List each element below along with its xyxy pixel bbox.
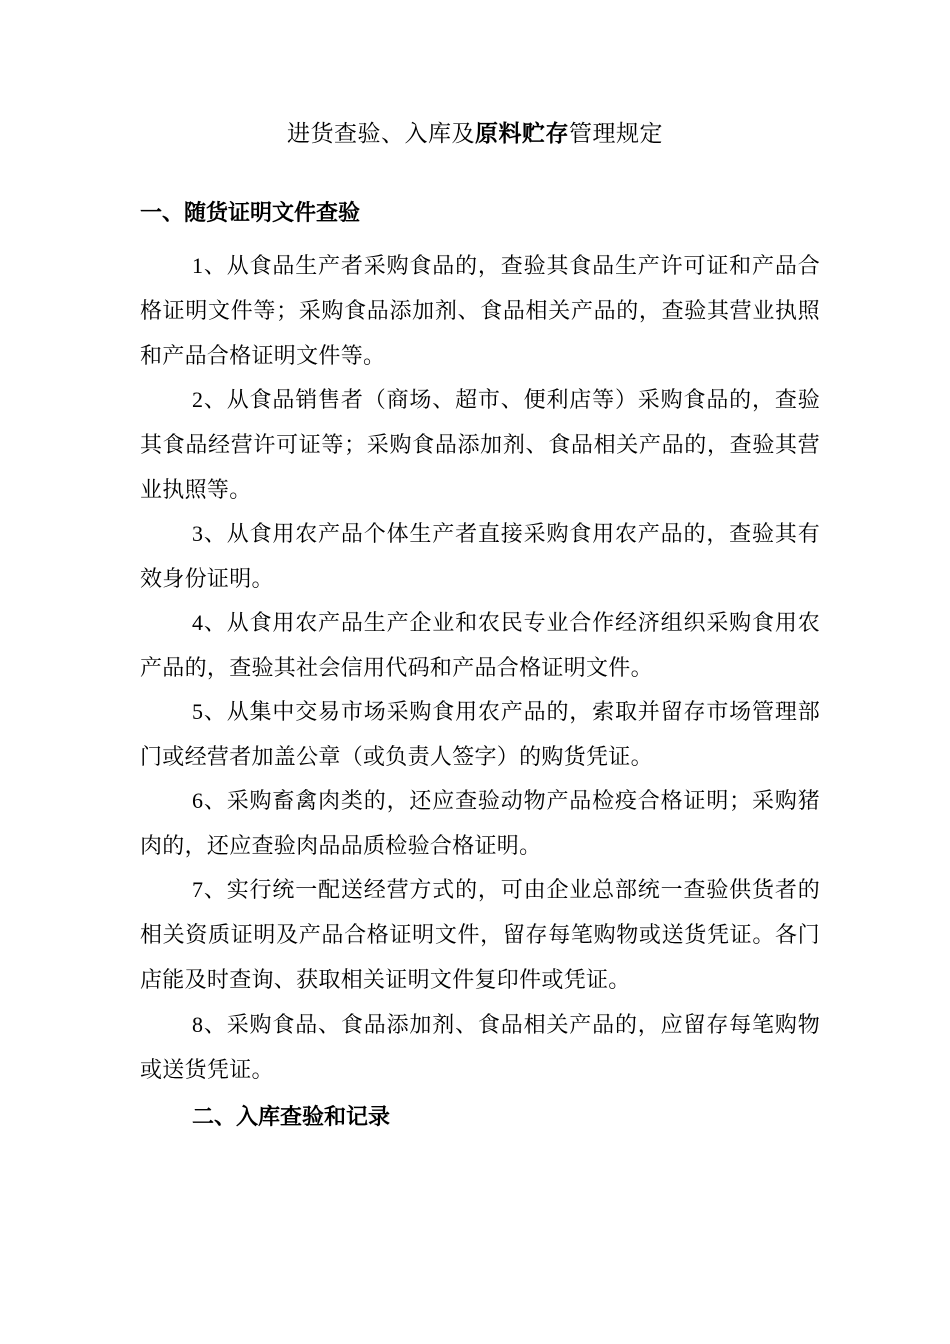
item-number: 6	[192, 788, 204, 813]
item-number: 4	[192, 610, 204, 635]
item-text: 、从集中交易市场采购食用农产品的，索取并留存市场管理部门或经营者加盖公章（或负责人签字）的购货凭证。	[140, 700, 820, 770]
item-number: 1	[192, 253, 204, 278]
paragraph-item-8	[140, 1002, 820, 1093]
item-number: 7	[192, 877, 204, 902]
item-number: 3	[192, 521, 204, 546]
paragraph-item-4	[140, 600, 820, 691]
paragraph-item-6	[140, 778, 820, 869]
section-heading-2: 二、入库查验和记录	[192, 1105, 391, 1130]
item-number: 8	[192, 1012, 204, 1037]
item-text: 、从食用农产品生产企业和农民专业合作经济组织采购食用农产品的，查验其社会信用代码和产品合格证明文件。	[140, 611, 820, 681]
paragraph-item-3	[140, 511, 820, 602]
item-text: 、采购食品、食品添加剂、食品相关产品的，应留存每笔购物或送货凭证。	[140, 1013, 820, 1083]
item-text: 、从食用农产品个体生产者直接采购食用农产品的，查验其有效身份证明。	[140, 522, 820, 592]
paragraph-item-1	[140, 243, 820, 379]
title-part-2: 管理规定	[569, 121, 663, 147]
title-part-1: 进货查验、入库及	[287, 121, 475, 147]
paragraph-item-5	[140, 689, 820, 780]
item-number: 5	[192, 699, 204, 724]
document-title	[0, 118, 950, 150]
item-text: 、采购畜禽肉类的，还应查验动物产品检疫合格证明；采购猪肉的，还应查验肉品品质检验合格证明。	[140, 789, 820, 859]
title-bold-part: 原料贮存	[475, 121, 569, 147]
item-text: 、实行统一配送经营方式的，可由企业总部统一查验供货者的相关资质证明及产品合格证明文件，留存每笔购物或送货凭证。各门店能及时查询、获取相关证明文件复印件或凭证。	[140, 878, 820, 993]
item-text: 、从食品生产者采购食品的，查验其食品生产许可证和产品合格证明文件等；采购食品添加剂、食品相关产品的，查验其营业执照和产品合格证明文件等。	[140, 254, 820, 369]
paragraph-item-2	[140, 377, 820, 513]
item-text: 、从食品销售者（商场、超市、便利店等）采购食品的，查验其食品经营许可证等；采购食品添加剂、食品相关产品的，查验其营业执照等。	[140, 388, 820, 503]
item-number: 2	[192, 387, 204, 412]
paragraph-item-7	[140, 867, 820, 1003]
section-heading-1: 一、随货证明文件查验	[140, 201, 361, 226]
